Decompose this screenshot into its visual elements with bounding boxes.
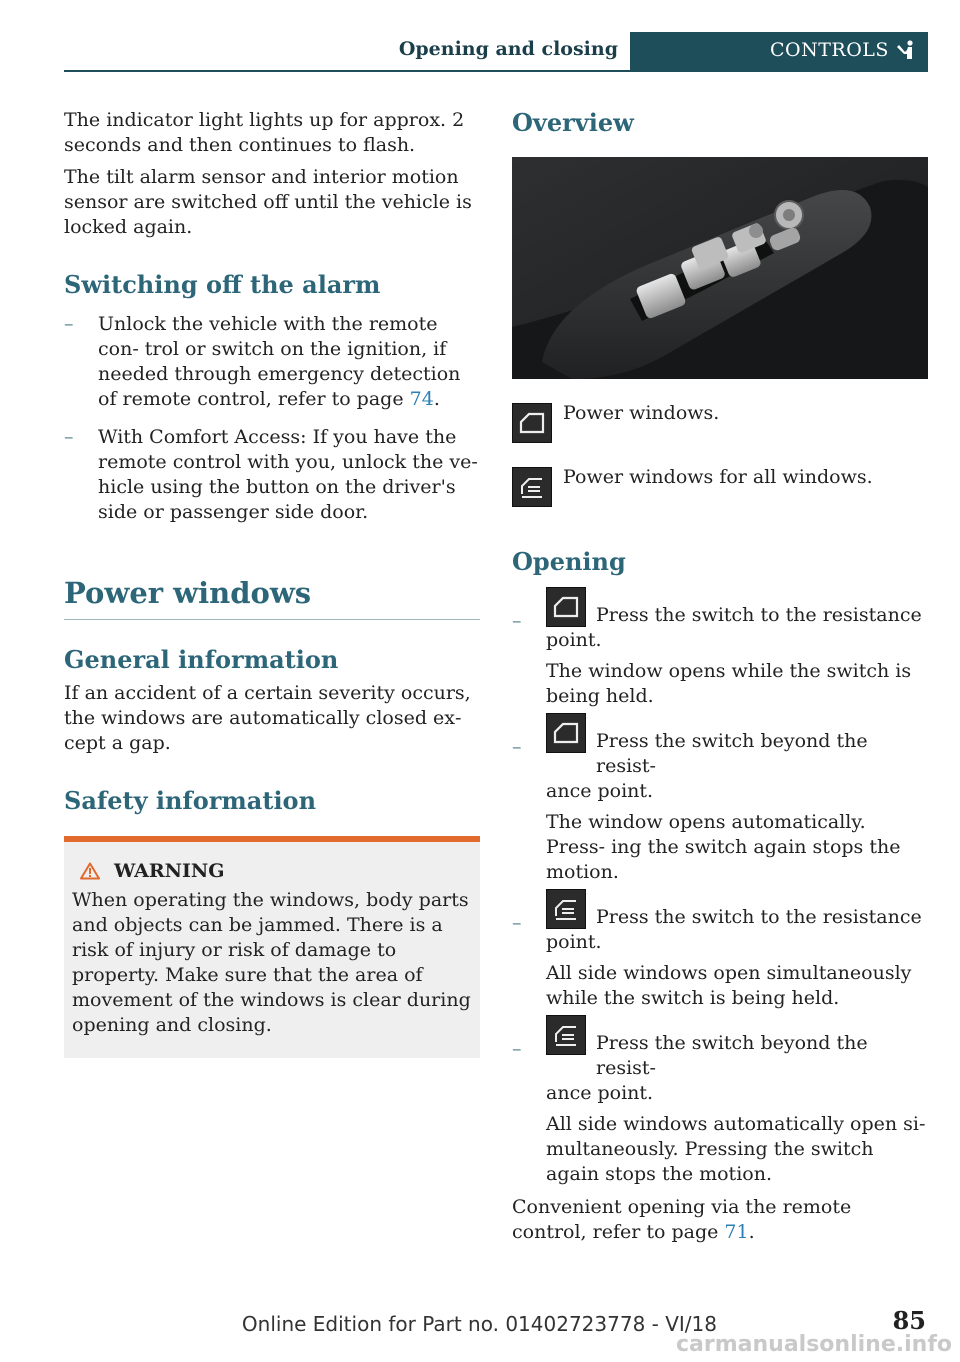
- paragraph-sensors: The tilt alarm sensor and interior motion sensor are switched off until the vehicle is locked again.: [64, 166, 472, 238]
- chapter-tab: [630, 32, 928, 70]
- page-number: 85: [892, 1306, 926, 1335]
- paragraph-general: If an accident of a certain severity occurs, the windows are automatically closed ex‐ cept a gap.: [64, 682, 471, 754]
- right-column: [512, 108, 928, 1252]
- list-item: – With Comfort Access: If you have the remote control with you, unlock the ve‐ hicle using the button on the driver's side or passenger side door.: [64, 426, 478, 523]
- watermark: carmanualsonline.info: [676, 1332, 952, 1357]
- legend-all-windows: Power windows for all windows.: [512, 465, 928, 529]
- left-column: [64, 108, 480, 1058]
- warning-text: When operating the windows, body parts and objects can be jammed. There is a risk of injury or risk of damage to property. Make sure that the area of movement of the windows is clear during opening and closing.: [72, 889, 471, 1036]
- page-link-71[interactable]: 71: [724, 1221, 749, 1243]
- warning-box: [64, 836, 480, 1058]
- list-item: – Press the switch to the resistance point. All side windows open simultaneously while the switch is being held.: [512, 901, 928, 1011]
- person-pointing-icon: [894, 39, 918, 63]
- list-item: – Unlock the vehicle with the remote con‐ trol or switch on the ignition, if needed through emergency detection of remote control, refer to page 74.: [64, 313, 461, 410]
- heading-general-information: General information: [64, 645, 339, 674]
- page-link-74[interactable]: 74: [409, 388, 434, 410]
- chapter-title: CONTROLS: [770, 39, 889, 61]
- paragraph-indicator: The indicator light lights up for approx. 2 seconds and then continues to flash.: [64, 109, 465, 156]
- list-item: – Press the switch to the resistance point. The window opens while the switch is being held.: [512, 599, 928, 709]
- paragraph-remote-opening: Convenient opening via the remote control, refer to page 71.: [512, 1196, 852, 1243]
- list-item: – Press the switch beyond the resist‐ ance point. The window opens automatically. Press‐ ing the switch again stops the motion.: [512, 725, 928, 885]
- alarm-off-list: [64, 312, 480, 525]
- page-header: [64, 32, 928, 72]
- heading-overview: Overview: [512, 108, 634, 137]
- edition-note: Online Edition for Part no. 01402723778 - VI/18: [241, 1312, 717, 1336]
- warning-title: WARNING: [72, 860, 472, 882]
- door-switch-panel-photo: [512, 157, 928, 379]
- window-switch-icon: [546, 713, 586, 753]
- section-title: Opening and closing: [398, 38, 618, 60]
- warning-triangle-icon: [80, 862, 100, 880]
- section-rule: [64, 619, 480, 620]
- list-item: – Press the switch beyond the resist‐ ance point. All side windows automatically open si‐ multaneously. Pressing the switch again stops the motion.: [512, 1027, 928, 1187]
- all-windows-switch-icon: [546, 1015, 586, 1055]
- window-switch-icon: [546, 587, 586, 627]
- all-windows-switch-icon: [512, 467, 552, 507]
- all-windows-switch-icon: [546, 889, 586, 929]
- heading-opening: Opening: [512, 547, 626, 576]
- heading-switching-off-alarm: Switching off the alarm: [64, 270, 381, 299]
- header-rule: [64, 70, 928, 72]
- heading-safety-information: Safety information: [64, 786, 317, 815]
- opening-steps-list: [512, 599, 928, 1187]
- heading-power-windows: Power windows: [64, 576, 312, 610]
- window-switch-icon: [512, 403, 552, 443]
- legend-power-windows: Power windows.: [512, 401, 928, 465]
